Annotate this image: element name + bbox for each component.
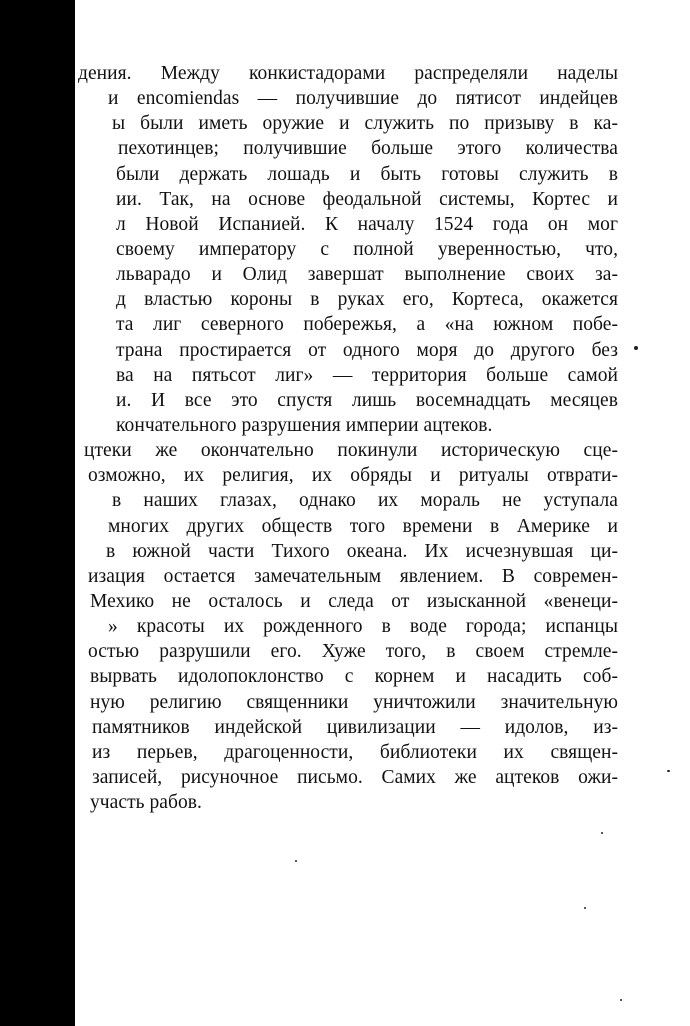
text-line: озможно, их религия, их обряды и ритуалы отврати- <box>88 465 618 487</box>
text-line: изация остается замечательным явлением. В современ- <box>88 565 618 587</box>
text-line: та лиг северного побережья, а «на южном побе- <box>116 314 618 336</box>
text-line: были держать лошадь и быть готовы служить в <box>116 163 618 185</box>
text-line: в наших глазах, однако их мораль не уступала <box>112 490 618 512</box>
text-line: памятников индейской цивилизации — идолов, из- <box>92 716 618 738</box>
text-line: л Новой Испанией. К началу 1524 года он мог <box>116 213 618 235</box>
scan-dust-speck <box>620 999 622 1001</box>
text-line: своему императору с полной уверенностью, что, <box>116 238 618 260</box>
text-line: вырвать идолопоклонство с корнем и насадить соб- <box>90 666 618 688</box>
text-line: и. И все это спустя лишь восемнадцать месяцев <box>116 389 618 411</box>
text-line: записей, рисуночное письмо. Самих же ацтеков ожи- <box>92 766 618 788</box>
text-line: трана простирается от одного моря до другого без <box>116 339 618 361</box>
text-line: пехотинцев; получившие больше этого количества <box>118 138 618 160</box>
text-line: в южной части Тихого океана. Их исчезнувшая ци- <box>106 540 618 562</box>
text-line: из перьев, драгоценности, библиотеки их священ- <box>92 741 618 763</box>
paragraph-conquest <box>78 61 618 438</box>
text-line: ную религию священники уничтожили значительную <box>90 691 618 713</box>
text-line: кончательного разрушения империи ацтеков. <box>116 414 493 436</box>
scanned-page-edge <box>0 0 75 1026</box>
text-line: Мехико не осталось и следа от изысканной «венеци- <box>90 590 618 612</box>
paragraph-aztecs <box>78 438 618 815</box>
text-line: участь рабов. <box>90 792 202 814</box>
text-line: цтеки же окончательно покинули историческую сце- <box>84 440 618 462</box>
text-line: и encomiendas — получившие до пятисот индейцев <box>108 88 618 110</box>
scan-dust-speck <box>295 860 297 862</box>
text-line: ы были иметь оружие и служить по призыву в ка- <box>112 113 618 135</box>
text-line: дения. Между конкистадорами распределяли наделы <box>78 63 618 84</box>
text-line: д властью короны в руках его, Кортеса, окажется <box>116 289 618 311</box>
scan-dust-speck <box>601 832 603 834</box>
book-page-text <box>78 61 618 815</box>
text-line: многих других обществ того времени в Америке и <box>108 515 618 537</box>
text-line: ва на пятьсот лиг» — территория больше самой <box>116 364 618 386</box>
text-line: льварадо и Олид завершат выполнение своих за- <box>116 264 618 286</box>
scan-dust-speck <box>634 346 638 350</box>
text-line: остью разрушили его. Хуже того, в своем стремле- <box>88 641 618 663</box>
text-line: » красоты их рожденного в воде города; испанцы <box>108 616 618 638</box>
scan-dust-speck <box>584 907 586 909</box>
text-line: ии. Так, на основе феодальной системы, Кортес и <box>116 188 618 210</box>
scan-dust-speck <box>667 770 670 772</box>
